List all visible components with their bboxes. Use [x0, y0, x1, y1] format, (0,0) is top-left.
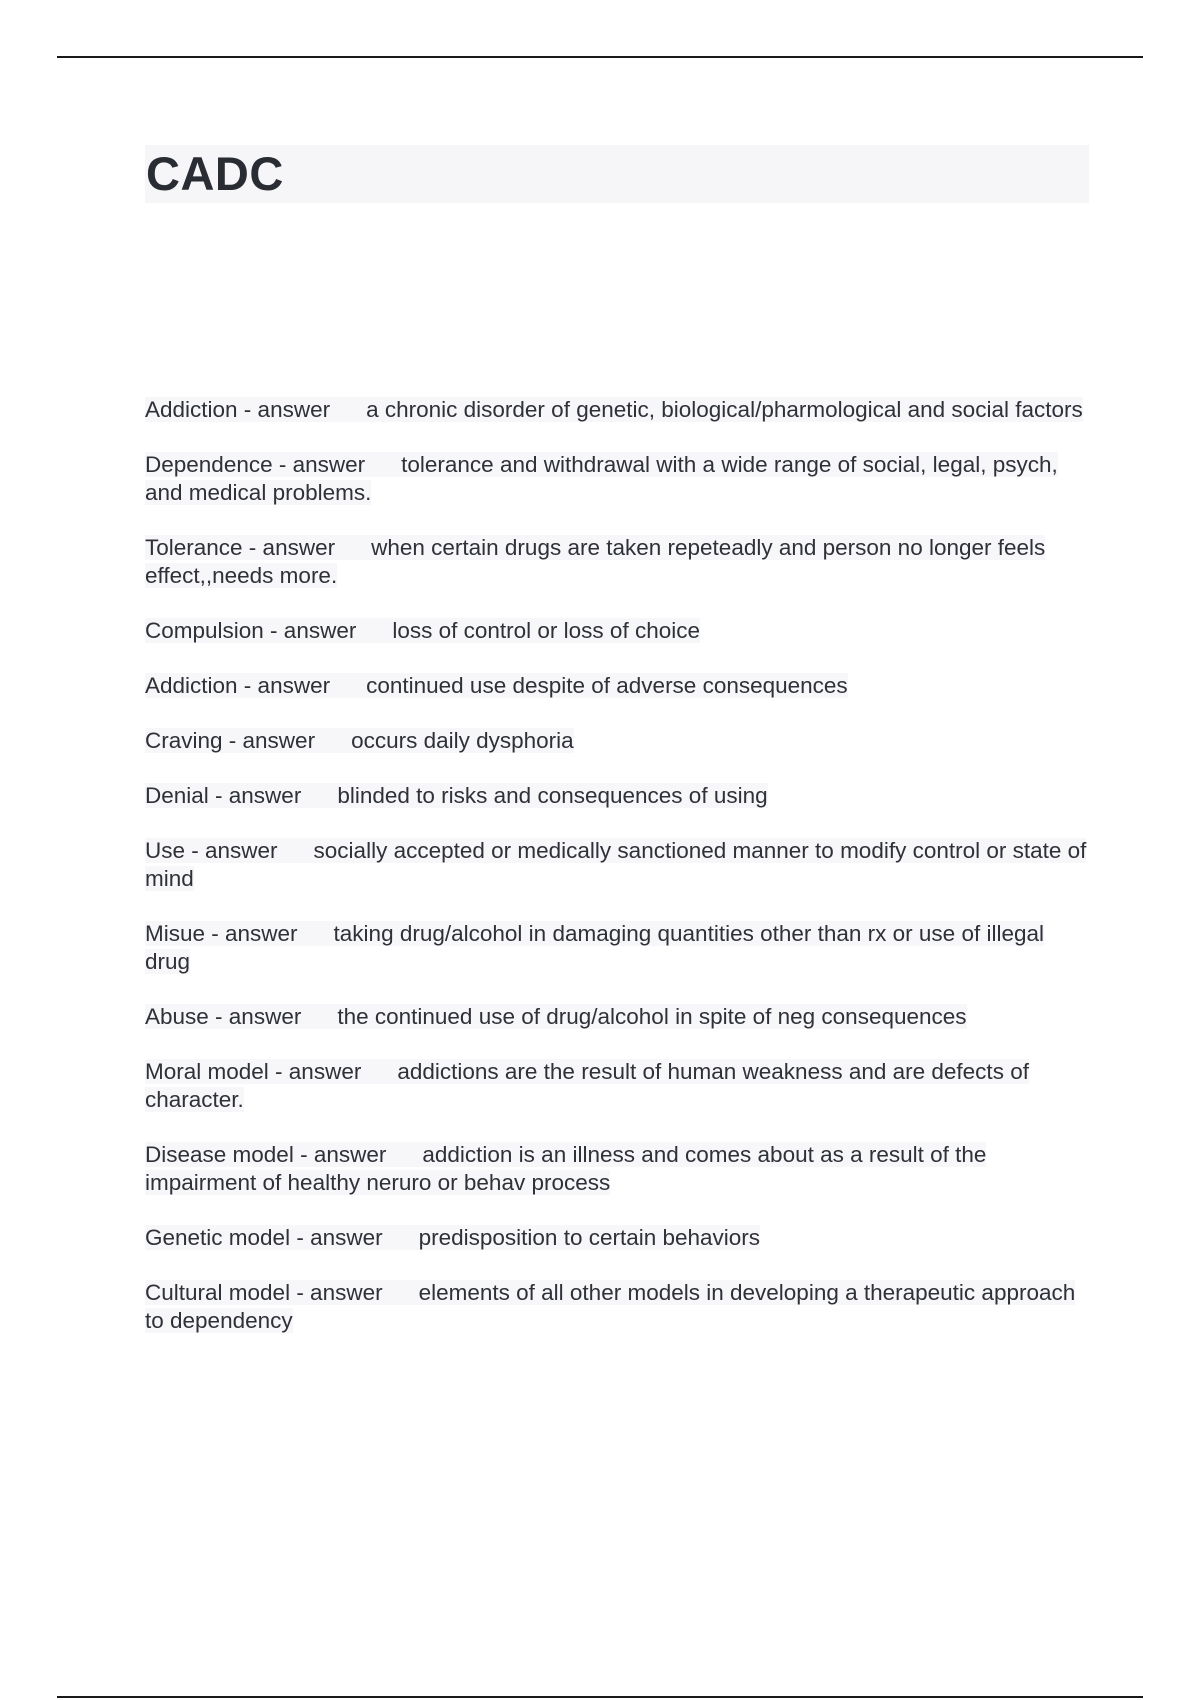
entry-term: Genetic model - answer [145, 1225, 383, 1250]
entry-definition: occurs daily dysphoria [351, 728, 574, 753]
entry-term: Disease model - answer [145, 1142, 387, 1167]
entry-term: Addiction - answer [145, 673, 331, 698]
entry-term: Tolerance - answer [145, 535, 336, 560]
list-item [145, 1058, 1089, 1114]
entry-definition: continued use despite of adverse consequences [366, 673, 848, 698]
list-item [145, 1141, 1089, 1197]
flashcard-list [145, 396, 1089, 1362]
bottom-rule [57, 1696, 1143, 1698]
entry-definition: taking drug/alcohol in damaging quantities other than rx or use of illegal drug [145, 921, 1044, 974]
list-item [145, 451, 1089, 507]
list-item [145, 1003, 1089, 1031]
list-item [145, 1279, 1089, 1335]
entry-definition: tolerance and withdrawal with a wide range of social, legal, psych, and medical problems. [145, 452, 1058, 505]
entry-term: Cultural model - answer [145, 1280, 383, 1305]
entry-term: Moral model - answer [145, 1059, 362, 1084]
entry-term: Abuse - answer [145, 1004, 302, 1029]
entry-term: Denial - answer [145, 783, 302, 808]
entry-term: Use - answer [145, 838, 278, 863]
entry-definition: socially accepted or medically sanctioned manner to modify control or state of mind [145, 838, 1087, 891]
list-item [145, 534, 1089, 590]
entry-definition: blinded to risks and consequences of using [337, 783, 768, 808]
entry-definition: a chronic disorder of genetic, biological/pharmological and social factors [366, 397, 1083, 422]
list-item [145, 782, 1089, 810]
entry-term: Compulsion - answer [145, 618, 357, 643]
list-item [145, 396, 1089, 424]
entry-term: Addiction - answer [145, 397, 331, 422]
entry-definition: the continued use of drug/alcohol in spite of neg consequences [337, 1004, 967, 1029]
entry-definition: elements of all other models in developing a therapeutic approach to dependency [145, 1280, 1076, 1333]
entry-term: Misue - answer [145, 921, 298, 946]
list-item [145, 1224, 1089, 1252]
list-item [145, 617, 1089, 645]
list-item [145, 727, 1089, 755]
entry-definition: loss of control or loss of choice [392, 618, 700, 643]
list-item [145, 672, 1089, 700]
list-item [145, 837, 1089, 893]
entry-definition: when certain drugs are taken repeteadly and person no longer feels effect,,needs more. [145, 535, 1046, 588]
title-band [145, 145, 1089, 203]
entry-definition: addiction is an illness and comes about as a result of the impairment of healthy neruro or behav process [145, 1142, 987, 1195]
top-rule [57, 56, 1143, 58]
entry-term: Dependence - answer [145, 452, 366, 477]
list-item [145, 920, 1089, 976]
entry-term: Craving - answer [145, 728, 316, 753]
entry-definition: addictions are the result of human weakness and are defects of character. [145, 1059, 1029, 1112]
entry-definition: predisposition to certain behaviors [418, 1225, 761, 1250]
document-title: CADC [146, 147, 284, 200]
